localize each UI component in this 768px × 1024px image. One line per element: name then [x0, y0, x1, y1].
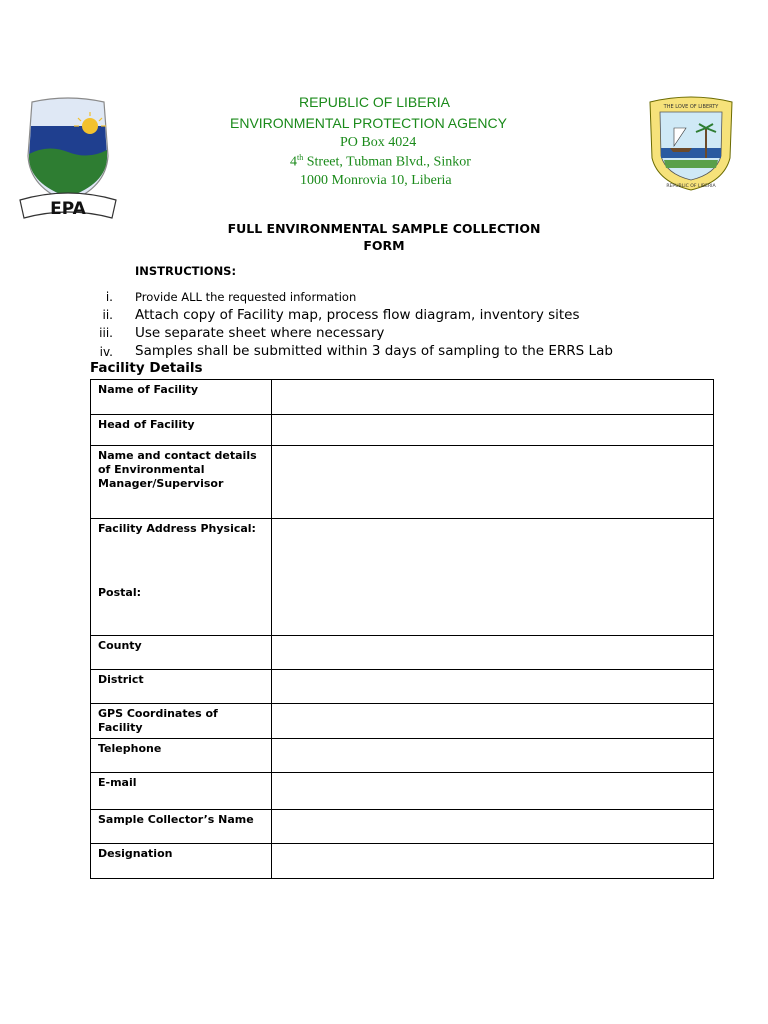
section-title: Facility Details: [90, 360, 203, 376]
county-field[interactable]: [272, 636, 714, 670]
instruction-text: Samples shall be submitted within 3 days of sampling to the ERRS Lab: [135, 343, 613, 359]
row-label: [91, 519, 272, 636]
address-postal-label: Postal:: [98, 586, 142, 599]
table-row: [91, 446, 714, 519]
table-row: [91, 380, 714, 415]
header-republic: REPUBLIC OF LIBERIA: [299, 94, 450, 110]
instruction-text: Use separate sheet where necessary: [135, 325, 385, 341]
instructions-heading: INSTRUCTIONS:: [135, 264, 237, 278]
row-label: Name of Facility: [91, 380, 272, 415]
seal-shield-icon: [644, 96, 738, 192]
table-row: [91, 739, 714, 773]
email-field[interactable]: [272, 773, 714, 810]
table-row: [91, 844, 714, 879]
epa-shield-icon: [18, 96, 118, 222]
row-label: Designation: [91, 844, 272, 879]
row-label: District: [91, 670, 272, 704]
instruction-number: ii.: [102, 308, 113, 322]
table-row: [91, 773, 714, 810]
name-of-facility-field[interactable]: [272, 380, 714, 415]
instruction-text: Provide ALL the requested information: [135, 290, 357, 304]
form-title-line2: FORM: [363, 238, 405, 253]
table-row: [91, 670, 714, 704]
header-agency: ENVIRONMENTAL PROTECTION AGENCY: [230, 115, 507, 131]
facility-details-table: [90, 379, 714, 879]
street-rest: Street, Tubman Blvd., Sinkor: [303, 154, 471, 170]
row-label: E-mail: [91, 773, 272, 810]
street-ordinal: th: [297, 153, 304, 162]
row-label: County: [91, 636, 272, 670]
epa-logo: [18, 96, 118, 222]
header-po-box: PO Box 4024: [340, 135, 417, 150]
table-row: [91, 415, 714, 446]
svg-text:REPUBLIC OF LIBERIA: REPUBLIC OF LIBERIA: [666, 184, 716, 189]
table-row: [91, 636, 714, 670]
row-label: Name and contact details of Environmental Manager/Supervisor: [91, 446, 272, 519]
row-label: Telephone: [91, 739, 272, 773]
header-city: 1000 Monrovia 10, Liberia: [300, 173, 452, 188]
gps-coordinates-field[interactable]: [272, 704, 714, 739]
table-row: [91, 519, 714, 636]
designation-field[interactable]: [272, 844, 714, 879]
instruction-number: iv.: [99, 345, 113, 359]
liberia-seal: [644, 96, 738, 192]
sample-collector-field[interactable]: [272, 810, 714, 844]
district-field[interactable]: [272, 670, 714, 704]
instruction-text: Attach copy of Facility map, process flow diagram, inventory sites: [135, 307, 580, 323]
instruction-number: iii.: [99, 326, 113, 340]
facility-address-field[interactable]: [272, 519, 714, 636]
row-label: GPS Coordinates of Facility: [91, 704, 272, 739]
row-label: Head of Facility: [91, 415, 272, 446]
svg-text:EPA: EPA: [50, 199, 86, 219]
head-of-facility-field[interactable]: [272, 415, 714, 446]
instruction-number: i.: [105, 290, 113, 304]
table-row: [91, 704, 714, 739]
header-street: [290, 153, 471, 171]
form-title-line1: FULL ENVIRONMENTAL SAMPLE COLLECTION: [227, 221, 541, 236]
telephone-field[interactable]: [272, 739, 714, 773]
env-manager-field[interactable]: [272, 446, 714, 519]
street-number: 4: [290, 154, 297, 170]
address-physical-label: Facility Address Physical:: [98, 522, 256, 535]
table-row: [91, 810, 714, 844]
row-label: Sample Collector’s Name: [91, 810, 272, 844]
svg-text:THE LOVE OF LIBERTY: THE LOVE OF LIBERTY: [663, 104, 719, 110]
